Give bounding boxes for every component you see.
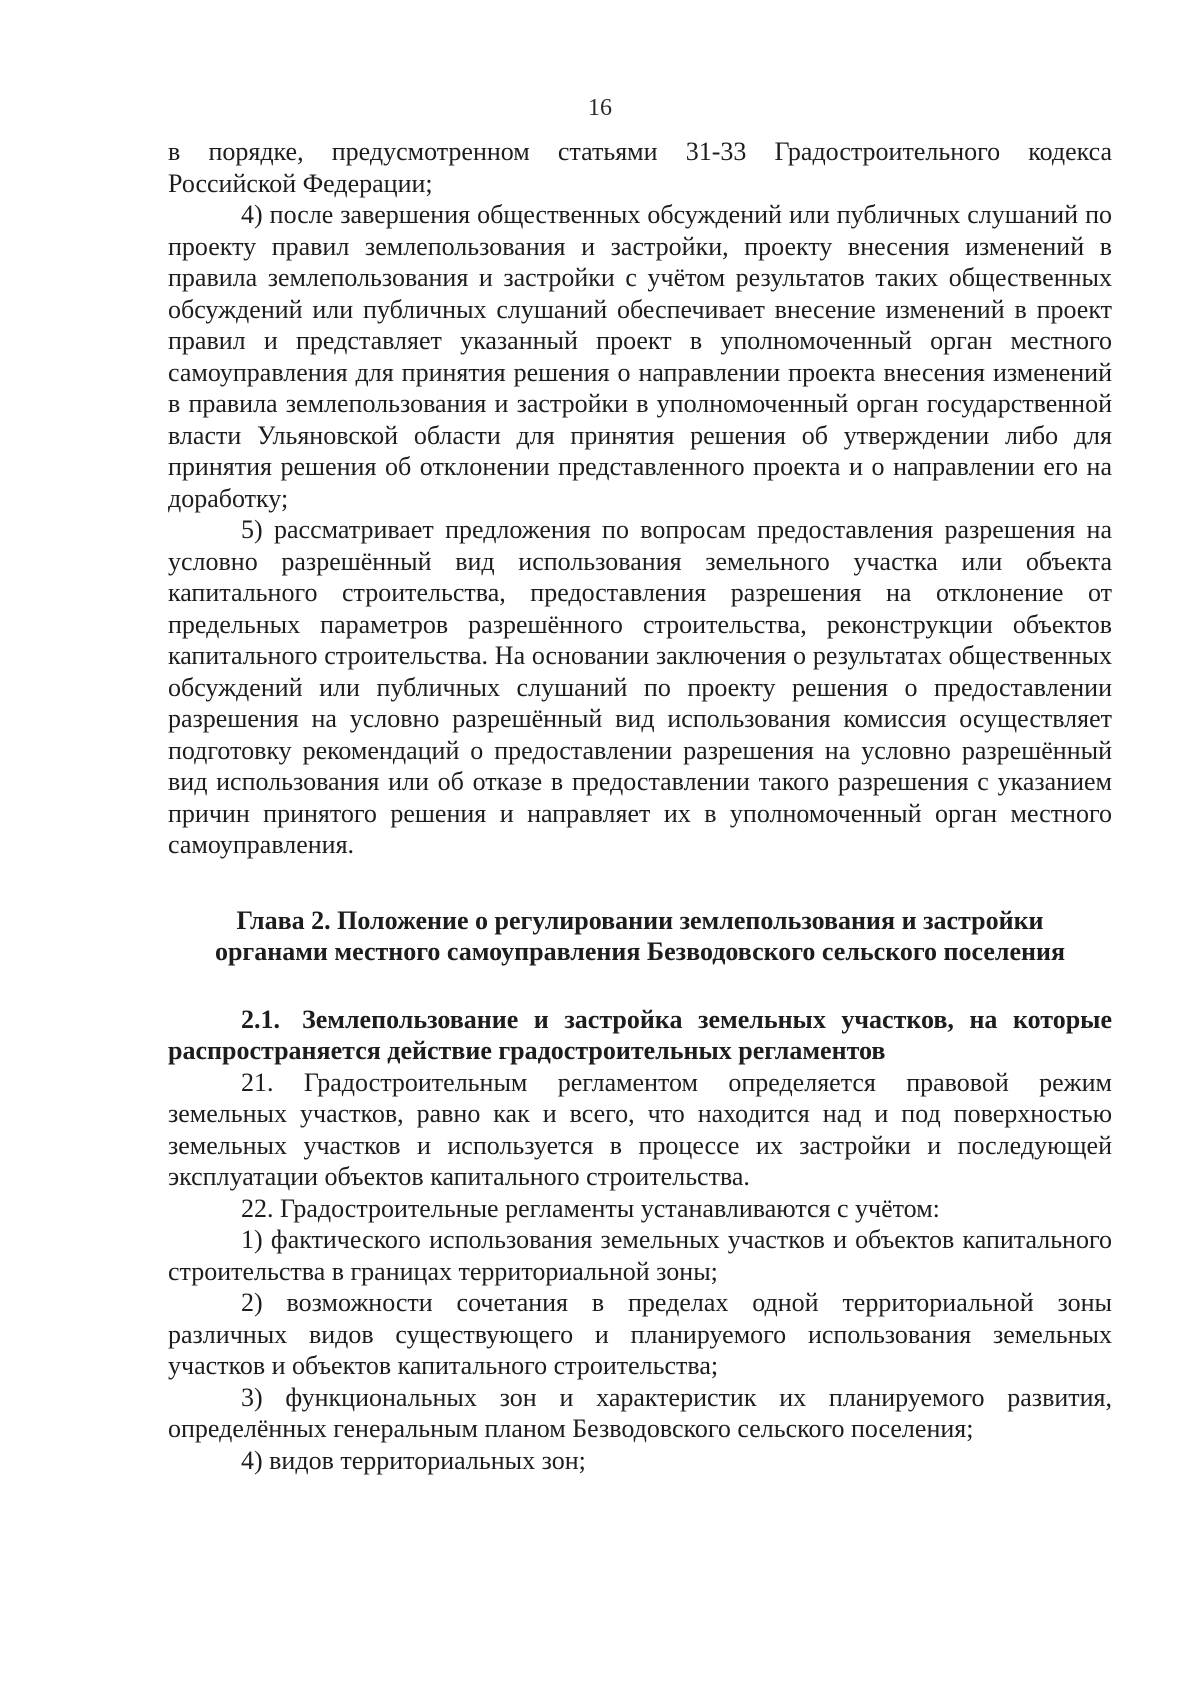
- list-item-4: 4) видов территориальных зон;: [241, 1445, 586, 1475]
- paragraph-continuation: в порядке, предусмотренном статьями 31-33 Градостроительного кодекса Российской Федерации;: [168, 137, 1112, 198]
- chapter-heading-line-1: Глава 2. Положение о регулировании землепользования и застройки: [236, 905, 1044, 935]
- list-item-3: 3) функциональных зон и характеристик их планируемого развития, определённых генеральным планом Безводовского сельского поселения;: [168, 1382, 1112, 1443]
- document-body: [168, 136, 1112, 1476]
- list-item-2: 2) возможности сочетания в пределах одной территориальной зоны различных видов существующего и планируемого использования земельных участков и объектов капитального строительства;: [168, 1288, 1112, 1380]
- section-number: 2.1.: [241, 1004, 280, 1034]
- chapter-heading-line-2: органами местного самоуправления Безводовского сельского поселения: [214, 937, 1066, 966]
- chapter-heading: [168, 905, 1112, 968]
- paragraph-item-4: 4) после завершения общественных обсуждений или публичных слушаний по проекту правил землепользования и застройки, проекту внесения изменений в правила землепользования и застройки с учётом результатов таких общественных обсуждений или публичных слушаний обеспечивает внесение изменений в проект правил и представляет указанный проект в уполномоченный орган местного самоуправления для принятия решения о направлении проекта внесения изменений в правила землепользования и застройки в уполномоченный орган государственной власти Ульяновской области для принятия решения об утверждении либо для принятия решения об отклонении представленного проекта и о направлении его на доработку;: [168, 200, 1112, 513]
- paragraph-item-5: 5) рассматривает предложения по вопросам предоставления разрешения на условно разрешённый вид использования земельного участка или объекта капитального строительства, предоставления разрешения на отклонение от предельных параметров разрешённого строительства, реконструкции объектов капитального строительства. На основании заключения о результатах общественных обсуждений или публичных слушаний по проекту решения о предоставлении разрешения на условно разрешённый вид использования комиссия осуществляет подготовку рекомендаций о предоставлении разрешения на условно разрешённый вид использования или об отказе в предоставлении такого разрешения с указанием причин принятого решения и направляет их в уполномоченный орган местного самоуправления.: [168, 515, 1112, 859]
- section-title: Землепользование и застройка земельных участков, на которые распространяется действие градостроительных регламентов: [168, 1004, 1112, 1065]
- paragraph-22: 22. Градостроительные регламенты устанавливаются с учётом:: [241, 1193, 940, 1223]
- list-item-1: 1) фактического использования земельных участков и объектов капитального строительства в границах территориальной зоны;: [168, 1225, 1112, 1286]
- page-number: 16: [588, 95, 612, 121]
- section-heading: [168, 1004, 1112, 1067]
- paragraph-21: 21. Градостроительным регламентом определяется правовой режим земельных участков, равно как и всего, что находится над и под поверхностью земельных участков и используется в процессе их застройки и последующей эксплуатации объектов капитального строительства.: [168, 1067, 1112, 1191]
